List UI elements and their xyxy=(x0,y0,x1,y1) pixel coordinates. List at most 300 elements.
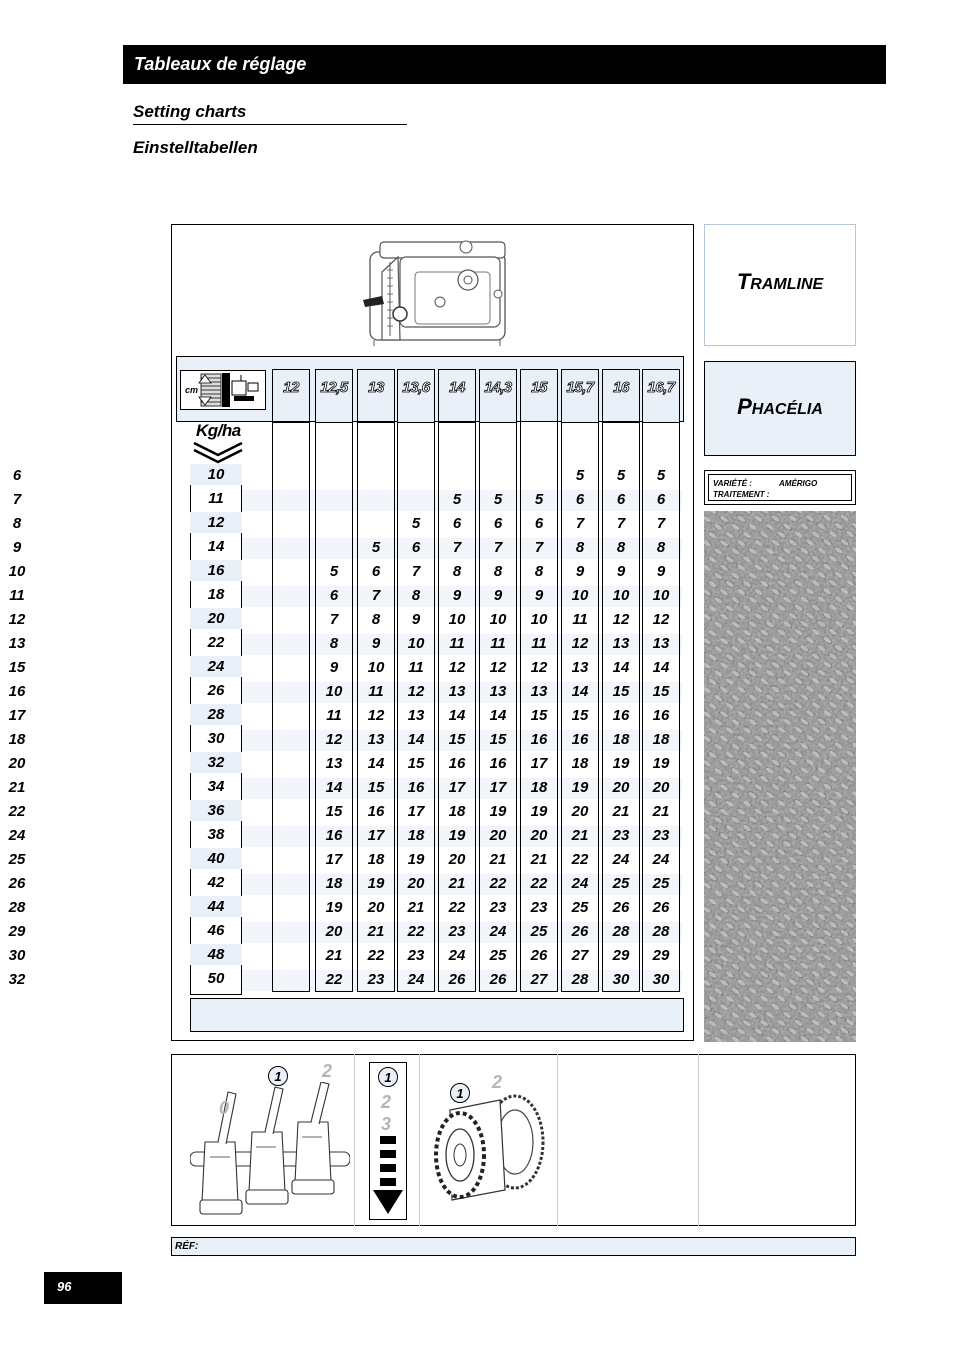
table-cell: 19 xyxy=(530,803,548,820)
table-cell: 28 xyxy=(612,923,630,940)
table-cell: 7 xyxy=(575,515,585,532)
seed-photo xyxy=(704,511,856,1042)
rate-row xyxy=(190,488,242,509)
table-cell: 20 xyxy=(8,755,26,772)
rate-row xyxy=(190,704,242,725)
table-cell: 13 xyxy=(571,659,589,676)
page-title: Tableaux de réglage xyxy=(134,54,307,74)
table-cell: 21 xyxy=(530,851,548,868)
step-label: 2 xyxy=(322,1061,333,1081)
table-cell: 26 xyxy=(530,947,548,964)
rate-value: 18 xyxy=(207,586,225,603)
table-cell: 12 xyxy=(652,611,670,628)
rate-row xyxy=(190,512,242,533)
table-cell: 14 xyxy=(489,707,507,724)
table-cell: 6 xyxy=(534,515,544,532)
table-cell: 14 xyxy=(367,755,385,772)
step-label: 0 xyxy=(219,1098,230,1118)
table-cell: 9 xyxy=(371,635,381,652)
table-cell: 22 xyxy=(407,923,425,940)
table-cell: 7 xyxy=(493,539,503,556)
rate-row xyxy=(190,560,242,581)
column-header: 12 xyxy=(283,379,299,396)
table-cell: 18 xyxy=(652,731,670,748)
table-cell: 14 xyxy=(325,779,343,796)
rate-row xyxy=(190,848,242,869)
table-cell: 19 xyxy=(325,899,343,916)
column-header-cell xyxy=(397,369,435,423)
table-cell: 20 xyxy=(448,851,466,868)
table-cell: 9 xyxy=(452,587,462,604)
column-header-cell xyxy=(438,369,476,423)
table-cell: 10 xyxy=(8,563,26,580)
table-cell: 29 xyxy=(652,947,670,964)
rate-value: 10 xyxy=(207,466,225,483)
column-header: 16 xyxy=(613,379,629,396)
table-cell: 11 xyxy=(572,611,588,628)
table-cell: 15 xyxy=(325,803,343,820)
table-cell: 8 xyxy=(656,539,666,556)
table-cell: 5 xyxy=(616,467,626,484)
table-cell: 26 xyxy=(8,875,26,892)
rate-row xyxy=(190,464,242,485)
rate-value: 36 xyxy=(207,802,225,819)
table-cell: 19 xyxy=(407,851,425,868)
table-cell: 9 xyxy=(656,563,666,580)
table-cell: 16 xyxy=(8,683,26,700)
table-cell: 19 xyxy=(489,803,507,820)
rate-value: 40 xyxy=(207,850,225,867)
table-cell: 8 xyxy=(329,635,339,652)
table-cell: 7 xyxy=(452,539,462,556)
column-header: 14,3 xyxy=(484,379,512,396)
column-header: 12,5 xyxy=(320,379,348,396)
crop-name: PHACÉLIA xyxy=(737,394,823,419)
table-cell: 25 xyxy=(8,851,26,868)
table-cell: 22 xyxy=(8,803,26,820)
rate-unit-label: Kg/ha xyxy=(196,421,241,440)
table-cell: 11 xyxy=(326,707,342,724)
table-cell: 26 xyxy=(489,971,507,988)
table-cell: 8 xyxy=(452,563,462,580)
table-cell: 13 xyxy=(652,635,670,652)
table-cell: 26 xyxy=(612,899,630,916)
table-cell: 29 xyxy=(612,947,630,964)
table-cell: 15 xyxy=(612,683,630,700)
rate-row xyxy=(190,920,242,941)
table-cell: 13 xyxy=(367,731,385,748)
rate-value: 12 xyxy=(207,514,225,531)
table-cell: 15 xyxy=(489,731,507,748)
table-cell: 6 xyxy=(12,467,22,484)
arrow-down-icon xyxy=(371,1134,405,1218)
table-cell: 24 xyxy=(652,851,670,868)
table-cell: 9 xyxy=(616,563,626,580)
table-cell: 18 xyxy=(612,731,630,748)
rate-value: 42 xyxy=(207,874,225,891)
table-cell: 17 xyxy=(530,755,548,772)
table-cell: 21 xyxy=(8,779,26,796)
step-label: 3 xyxy=(381,1114,392,1134)
table-cell: 13 xyxy=(530,683,548,700)
table-cell: 14 xyxy=(652,659,670,676)
table-cell: 7 xyxy=(371,587,381,604)
table-cell: 18 xyxy=(8,731,26,748)
table-cell: 16 xyxy=(571,731,589,748)
table-cell: 5 xyxy=(329,563,339,580)
subtitle-english: Setting charts xyxy=(133,102,407,125)
table-cell: 6 xyxy=(452,515,462,532)
rate-row xyxy=(190,728,242,749)
table-cell: 16 xyxy=(367,803,385,820)
table-cell: 12 xyxy=(367,707,385,724)
table-cell: 19 xyxy=(652,755,670,772)
table-cell: 10 xyxy=(325,683,343,700)
tramline-label: TRAMLINE xyxy=(736,269,824,294)
sprocket-illustration xyxy=(430,1090,550,1208)
table-cell: 18 xyxy=(530,779,548,796)
table-cell: 28 xyxy=(8,899,26,916)
table-cell: 14 xyxy=(612,659,630,676)
table-cell: 23 xyxy=(407,947,425,964)
rate-value: 30 xyxy=(207,730,225,747)
rate-value: 44 xyxy=(207,898,225,915)
variety-box xyxy=(704,470,856,505)
table-cell: 8 xyxy=(493,563,503,580)
table-cell: 27 xyxy=(530,971,548,988)
variety-value: AMÉRIGO xyxy=(779,479,818,488)
table-cell: 13 xyxy=(8,635,26,652)
table-cell: 18 xyxy=(325,875,343,892)
reference-label: RÉF: xyxy=(175,1241,199,1252)
table-cell: 12 xyxy=(8,611,26,628)
rate-value: 50 xyxy=(207,970,225,987)
table-cell: 12 xyxy=(530,659,548,676)
table-cell: 10 xyxy=(530,611,548,628)
table-cell: 6 xyxy=(371,563,381,580)
column-header: 15 xyxy=(531,379,547,396)
rate-row xyxy=(190,752,242,773)
table-cell: 20 xyxy=(325,923,343,940)
table-cell: 7 xyxy=(411,563,421,580)
rate-row xyxy=(190,968,242,989)
table-cell: 22 xyxy=(530,875,548,892)
page-number: 96 xyxy=(57,1279,72,1294)
crop-box xyxy=(704,361,856,456)
gauge-unit-label: cm xyxy=(185,385,199,395)
table-cell: 15 xyxy=(571,707,589,724)
rate-row xyxy=(190,632,242,653)
table-cell: 12 xyxy=(325,731,343,748)
table-cell: 5 xyxy=(534,491,544,508)
table-cell: 16 xyxy=(448,755,466,772)
rate-row xyxy=(190,896,242,917)
column-header: 13,6 xyxy=(402,379,430,396)
table-cell: 9 xyxy=(411,611,421,628)
table-cell: 20 xyxy=(612,779,630,796)
table-cell: 24 xyxy=(8,827,26,844)
table-cell: 19 xyxy=(612,755,630,772)
subtitle-german: Einstelltabellen xyxy=(133,138,258,157)
table-cell: 6 xyxy=(656,491,666,508)
rate-value: 14 xyxy=(207,538,225,555)
table-cell: 15 xyxy=(530,707,548,724)
table-cell: 8 xyxy=(411,587,421,604)
table-cell: 22 xyxy=(448,899,466,916)
column-header-cell xyxy=(315,369,353,423)
rate-row xyxy=(190,776,242,797)
rate-row xyxy=(190,872,242,893)
table-cell: 12 xyxy=(571,635,589,652)
rate-row xyxy=(190,680,242,701)
table-cell: 10 xyxy=(571,587,589,604)
table-cell: 22 xyxy=(571,851,589,868)
table-cell: 25 xyxy=(571,899,589,916)
table-cell: 15 xyxy=(407,755,425,772)
rate-value: 20 xyxy=(207,610,225,627)
notes-box xyxy=(190,998,684,1032)
table-cell: 7 xyxy=(656,515,666,532)
table-cell: 5 xyxy=(452,491,462,508)
table-cell: 18 xyxy=(448,803,466,820)
table-cell: 8 xyxy=(616,539,626,556)
table-cell: 9 xyxy=(493,587,503,604)
table-cell: 16 xyxy=(530,731,548,748)
table-cell: 16 xyxy=(489,755,507,772)
table-cell: 25 xyxy=(489,947,507,964)
table-cell: 17 xyxy=(489,779,507,796)
table-cell: 29 xyxy=(8,923,26,940)
table-cell: 19 xyxy=(367,875,385,892)
rate-value: 16 xyxy=(207,562,225,579)
table-cell: 9 xyxy=(534,587,544,604)
table-cell: 19 xyxy=(448,827,466,844)
table-cell: 12 xyxy=(407,683,425,700)
table-cell: 23 xyxy=(612,827,630,844)
table-cell: 11 xyxy=(408,659,424,676)
treatment-label: TRAITEMENT : xyxy=(713,490,770,499)
table-cell: 6 xyxy=(575,491,585,508)
table-cell: 13 xyxy=(489,683,507,700)
table-cell: 15 xyxy=(652,683,670,700)
table-cell: 11 xyxy=(449,635,465,652)
table-cell: 16 xyxy=(652,707,670,724)
table-cell: 30 xyxy=(612,971,630,988)
table-cell: 23 xyxy=(530,899,548,916)
table-cell: 17 xyxy=(448,779,466,796)
table-cell: 18 xyxy=(367,851,385,868)
table-cell: 12 xyxy=(489,659,507,676)
variety-label: VARIÉTÉ : xyxy=(713,479,752,488)
step-badge: 1 xyxy=(450,1083,470,1103)
table-cell: 19 xyxy=(571,779,589,796)
value-column xyxy=(272,422,310,992)
rate-row xyxy=(190,824,242,845)
table-cell: 24 xyxy=(612,851,630,868)
table-cell: 10 xyxy=(407,635,425,652)
table-cell: 11 xyxy=(490,635,506,652)
table-cell: 22 xyxy=(489,875,507,892)
table-cell: 13 xyxy=(325,755,343,772)
chevron-down-icon xyxy=(190,441,246,465)
table-cell: 23 xyxy=(652,827,670,844)
table-cell: 14 xyxy=(407,731,425,748)
table-cell: 5 xyxy=(411,515,421,532)
rate-value: 28 xyxy=(207,706,225,723)
step-label: 2 xyxy=(381,1092,392,1112)
table-cell: 10 xyxy=(448,611,466,628)
table-cell: 25 xyxy=(612,875,630,892)
page-number-box xyxy=(44,1272,122,1304)
table-cell: 18 xyxy=(571,755,589,772)
table-cell: 24 xyxy=(407,971,425,988)
table-cell: 7 xyxy=(534,539,544,556)
table-cell: 15 xyxy=(8,659,26,676)
table-cell: 11 xyxy=(531,635,547,652)
table-cell: 17 xyxy=(407,803,425,820)
table-cell: 21 xyxy=(612,803,630,820)
table-cell: 20 xyxy=(489,827,507,844)
table-cell: 5 xyxy=(656,467,666,484)
table-cell: 20 xyxy=(530,827,548,844)
table-cell: 11 xyxy=(368,683,384,700)
table-cell: 21 xyxy=(489,851,507,868)
table-cell: 21 xyxy=(571,827,589,844)
table-cell: 7 xyxy=(329,611,339,628)
table-cell: 20 xyxy=(652,779,670,796)
table-cell: 28 xyxy=(652,923,670,940)
rate-row xyxy=(190,536,242,557)
table-cell: 6 xyxy=(616,491,626,508)
table-cell: 18 xyxy=(407,827,425,844)
table-cell: 27 xyxy=(571,947,589,964)
table-cell: 30 xyxy=(652,971,670,988)
table-cell: 23 xyxy=(448,923,466,940)
table-cell: 8 xyxy=(12,515,22,532)
table-cell: 21 xyxy=(448,875,466,892)
column-header-cell xyxy=(602,369,640,423)
rate-value: 38 xyxy=(207,826,225,843)
table-cell: 26 xyxy=(652,899,670,916)
table-cell: 10 xyxy=(612,587,630,604)
table-cell: 28 xyxy=(571,971,589,988)
table-cell: 12 xyxy=(612,611,630,628)
table-cell: 23 xyxy=(367,971,385,988)
table-cell: 9 xyxy=(329,659,339,676)
step-label: 2 xyxy=(492,1072,503,1092)
table-cell: 16 xyxy=(325,827,343,844)
column-header: 14 xyxy=(449,379,465,396)
table-cell: 24 xyxy=(571,875,589,892)
table-cell: 20 xyxy=(407,875,425,892)
rate-value: 26 xyxy=(207,682,225,699)
table-cell: 21 xyxy=(407,899,425,916)
step-badge: 1 xyxy=(268,1066,288,1086)
table-cell: 23 xyxy=(489,899,507,916)
table-cell: 21 xyxy=(652,803,670,820)
table-cell: 6 xyxy=(493,515,503,532)
step-badge: 1 xyxy=(378,1067,398,1087)
table-cell: 6 xyxy=(411,539,421,556)
table-cell: 20 xyxy=(367,899,385,916)
table-cell: 13 xyxy=(407,707,425,724)
table-cell: 13 xyxy=(448,683,466,700)
column-header: 13 xyxy=(368,379,384,396)
table-cell: 7 xyxy=(12,491,22,508)
reference-bar xyxy=(171,1237,856,1256)
table-cell: 24 xyxy=(489,923,507,940)
column-header-cell xyxy=(272,369,310,423)
table-cell: 32 xyxy=(8,971,26,988)
table-cell: 13 xyxy=(612,635,630,652)
column-header-cell xyxy=(642,369,680,423)
rate-value: 48 xyxy=(207,946,225,963)
table-cell: 17 xyxy=(8,707,26,724)
table-cell: 21 xyxy=(325,947,343,964)
table-cell: 17 xyxy=(367,827,385,844)
table-cell: 15 xyxy=(367,779,385,796)
table-cell: 5 xyxy=(493,491,503,508)
agitator-shafts-illustration xyxy=(190,1082,350,1222)
column-header-cell xyxy=(357,369,395,423)
rate-value: 22 xyxy=(207,634,225,651)
table-cell: 9 xyxy=(12,539,22,556)
rate-value: 34 xyxy=(207,778,225,795)
table-cell: 8 xyxy=(575,539,585,556)
table-cell: 14 xyxy=(571,683,589,700)
table-cell: 17 xyxy=(325,851,343,868)
table-cell: 24 xyxy=(448,947,466,964)
table-cell: 12 xyxy=(448,659,466,676)
rate-value: 24 xyxy=(207,658,225,675)
table-cell: 11 xyxy=(9,587,25,604)
table-cell: 30 xyxy=(8,947,26,964)
table-cell: 16 xyxy=(612,707,630,724)
rate-value: 11 xyxy=(208,490,224,507)
table-cell: 22 xyxy=(367,947,385,964)
table-cell: 20 xyxy=(571,803,589,820)
rate-value: 46 xyxy=(207,922,225,939)
header-bar xyxy=(123,45,886,84)
column-header-cell xyxy=(561,369,599,423)
table-cell: 26 xyxy=(571,923,589,940)
table-cell: 9 xyxy=(575,563,585,580)
table-cell: 15 xyxy=(448,731,466,748)
rate-value: 32 xyxy=(207,754,225,771)
column-header-cell xyxy=(479,369,517,423)
rate-row xyxy=(190,800,242,821)
table-cell: 10 xyxy=(652,587,670,604)
column-header: 15,7 xyxy=(566,379,594,396)
table-cell: 7 xyxy=(616,515,626,532)
table-cell: 21 xyxy=(367,923,385,940)
table-cell: 10 xyxy=(489,611,507,628)
table-cell: 8 xyxy=(534,563,544,580)
table-cell: 5 xyxy=(575,467,585,484)
table-cell: 25 xyxy=(530,923,548,940)
rate-row xyxy=(190,656,242,677)
table-cell: 5 xyxy=(371,539,381,556)
column-header: 16,7 xyxy=(647,379,675,396)
table-cell: 10 xyxy=(367,659,385,676)
rate-row xyxy=(190,944,242,965)
tramline-box xyxy=(704,224,856,346)
seed-metering-unit-illustration xyxy=(360,232,520,350)
rate-row xyxy=(190,584,242,605)
table-cell: 25 xyxy=(652,875,670,892)
table-cell: 22 xyxy=(325,971,343,988)
table-cell: 16 xyxy=(407,779,425,796)
